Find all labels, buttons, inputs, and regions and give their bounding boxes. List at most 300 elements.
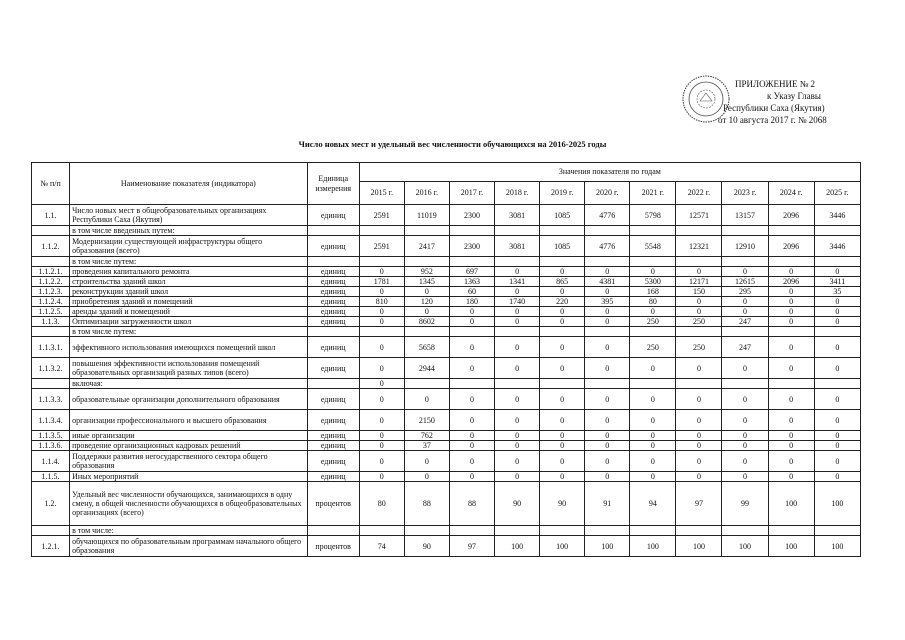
row-value: 247: [722, 317, 768, 327]
row-value: 247: [722, 337, 768, 358]
row-unit: единиц: [307, 307, 359, 317]
row-value: 3081: [495, 236, 540, 257]
row-value: 0: [630, 358, 676, 379]
row-value: 88: [449, 482, 494, 526]
row-code: 1.1.3.1.: [32, 337, 70, 358]
row-value: 0: [495, 307, 540, 317]
row-code: 1.2.1.: [32, 536, 70, 557]
row-value: 88: [404, 482, 449, 526]
row-value: 8602: [404, 317, 449, 327]
row-unit: [307, 327, 359, 337]
row-value: 91: [585, 482, 630, 526]
row-value: [722, 526, 768, 536]
row-code: [32, 226, 70, 236]
row-value: 0: [722, 472, 768, 482]
row-value: 180: [449, 297, 494, 307]
table-row: [32, 526, 861, 536]
header-row-group: [32, 163, 861, 182]
row-value: [449, 327, 494, 337]
row-value: 0: [768, 441, 814, 451]
row-value: 0: [449, 410, 494, 431]
table-row: [32, 257, 861, 267]
row-code: 1.1.2.1.: [32, 267, 70, 277]
row-value: [540, 526, 585, 536]
row-value: 5658: [404, 337, 449, 358]
row-value: [630, 379, 676, 389]
row-value: 2096: [768, 236, 814, 257]
row-value: [495, 257, 540, 267]
row-value: [404, 526, 449, 536]
row-unit: единиц: [307, 236, 359, 257]
row-value: 0: [768, 267, 814, 277]
row-value: 0: [722, 358, 768, 379]
row-unit: единиц: [307, 389, 359, 410]
row-value: 5300: [630, 277, 676, 287]
row-value: 0: [768, 358, 814, 379]
row-value: 0: [722, 441, 768, 451]
row-value: 2096: [768, 277, 814, 287]
row-value: 74: [359, 536, 404, 557]
row-unit: единиц: [307, 472, 359, 482]
header-year: 2017 г.: [449, 182, 494, 205]
row-value: [768, 257, 814, 267]
row-value: 250: [676, 337, 722, 358]
row-value: [404, 226, 449, 236]
table-row: [32, 410, 861, 431]
row-value: 4381: [585, 277, 630, 287]
row-value: 0: [495, 358, 540, 379]
row-value: 0: [814, 267, 860, 277]
row-value: 220: [540, 297, 585, 307]
row-value: 100: [540, 536, 585, 557]
row-unit: [307, 257, 359, 267]
row-value: [676, 257, 722, 267]
row-value: 0: [768, 451, 814, 472]
row-unit: единиц: [307, 277, 359, 287]
row-value: 0: [449, 389, 494, 410]
row-value: 37: [404, 441, 449, 451]
row-unit: единиц: [307, 337, 359, 358]
row-value: 0: [359, 267, 404, 277]
row-value: 0: [768, 297, 814, 307]
row-value: 4776: [585, 236, 630, 257]
table-row: [32, 451, 861, 472]
row-value: [495, 379, 540, 389]
row-value: 0: [814, 307, 860, 317]
row-value: 100: [585, 536, 630, 557]
row-value: 0: [585, 267, 630, 277]
row-value: 90: [540, 482, 585, 526]
row-value: 1085: [540, 205, 585, 226]
row-value: [585, 526, 630, 536]
row-code: 1.1.3.6.: [32, 441, 70, 451]
row-value: [814, 327, 860, 337]
row-value: 0: [540, 431, 585, 441]
row-value: 0: [540, 307, 585, 317]
row-value: [585, 257, 630, 267]
row-code: 1.1.4.: [32, 451, 70, 472]
row-name: организации профессионального и высшего образования: [70, 410, 308, 431]
row-name: в том числе путем:: [70, 327, 308, 337]
row-code: 1.2.: [32, 482, 70, 526]
row-code: [32, 526, 70, 536]
row-value: [449, 257, 494, 267]
row-value: 0: [630, 389, 676, 410]
row-name: в том числе путем:: [70, 257, 308, 267]
row-value: 0: [540, 410, 585, 431]
row-value: 0: [449, 451, 494, 472]
row-value: [768, 379, 814, 389]
appendix-header: [718, 78, 900, 126]
row-name: образовательные организации дополнительного образования: [70, 389, 308, 410]
table-row: [32, 277, 861, 287]
row-value: [540, 257, 585, 267]
row-value: 3081: [495, 205, 540, 226]
row-value: [540, 226, 585, 236]
row-value: [359, 327, 404, 337]
table-row: [32, 389, 861, 410]
row-value: 0: [676, 389, 722, 410]
row-value: [676, 226, 722, 236]
row-value: 0: [495, 287, 540, 297]
row-value: [630, 526, 676, 536]
header-year: 2022 г.: [676, 182, 722, 205]
table-row: [32, 307, 861, 317]
row-value: 97: [676, 482, 722, 526]
row-value: 2096: [768, 205, 814, 226]
row-value: 0: [585, 451, 630, 472]
row-name: строительства зданий школ: [70, 277, 308, 287]
row-value: 0: [585, 389, 630, 410]
header-year: 2016 г.: [404, 182, 449, 205]
row-value: 0: [359, 379, 404, 389]
row-value: 2300: [449, 236, 494, 257]
row-value: 94: [630, 482, 676, 526]
row-value: 250: [630, 317, 676, 327]
header-year: 2015 г.: [359, 182, 404, 205]
row-code: [32, 327, 70, 337]
row-value: 3446: [814, 236, 860, 257]
row-value: [630, 327, 676, 337]
row-value: 0: [814, 297, 860, 307]
row-value: 0: [585, 431, 630, 441]
row-value: [359, 526, 404, 536]
row-value: 0: [722, 389, 768, 410]
row-value: 395: [585, 297, 630, 307]
row-value: 0: [585, 358, 630, 379]
row-value: [814, 226, 860, 236]
row-value: 2591: [359, 205, 404, 226]
row-name: эффективного использования имеющихся помещений школ: [70, 337, 308, 358]
table-body: [32, 205, 861, 557]
row-value: 12571: [676, 205, 722, 226]
row-value: [359, 257, 404, 267]
row-value: 2150: [404, 410, 449, 431]
header-years-group: Значения показателя по годам: [359, 163, 860, 182]
row-value: 100: [814, 482, 860, 526]
row-value: 12910: [722, 236, 768, 257]
row-value: 0: [630, 410, 676, 431]
row-value: 0: [540, 441, 585, 451]
row-value: 80: [630, 297, 676, 307]
row-value: 0: [359, 389, 404, 410]
row-value: 97: [449, 536, 494, 557]
row-value: 0: [676, 410, 722, 431]
row-value: 2417: [404, 236, 449, 257]
row-value: 0: [768, 431, 814, 441]
row-value: 0: [585, 317, 630, 327]
appendix-line: от 10 августа 2017 г. № 2068: [718, 115, 827, 125]
row-code: 1.1.2.: [32, 236, 70, 257]
row-value: 0: [722, 297, 768, 307]
row-unit: единиц: [307, 410, 359, 431]
table-row: [32, 482, 861, 526]
appendix-line: ПРИЛОЖЕНИЕ № 2: [735, 79, 816, 89]
header-year: 2018 г.: [495, 182, 540, 205]
row-unit: процентов: [307, 482, 359, 526]
table-row: [32, 431, 861, 441]
row-value: 0: [630, 472, 676, 482]
row-value: 0: [404, 472, 449, 482]
row-name: проведения капитального ремонта: [70, 267, 308, 277]
row-value: 0: [630, 441, 676, 451]
table-row: [32, 358, 861, 379]
row-code: 1.1.: [32, 205, 70, 226]
row-value: 0: [676, 307, 722, 317]
row-name: проведение организационных кадровых решений: [70, 441, 308, 451]
row-code: 1.1.2.2.: [32, 277, 70, 287]
row-value: 90: [404, 536, 449, 557]
row-value: 1085: [540, 236, 585, 257]
row-value: 0: [540, 451, 585, 472]
header-name: Наименование показателя (индикатора): [70, 163, 308, 205]
row-value: 0: [814, 410, 860, 431]
row-value: 0: [404, 389, 449, 410]
row-value: 0: [814, 317, 860, 327]
row-value: 120: [404, 297, 449, 307]
header-num: № п/п: [32, 163, 70, 205]
row-value: 100: [495, 536, 540, 557]
row-value: 0: [814, 472, 860, 482]
row-value: 3446: [814, 205, 860, 226]
row-value: 0: [495, 410, 540, 431]
row-value: 0: [495, 337, 540, 358]
row-value: 0: [540, 267, 585, 277]
row-code: 1.1.2.3.: [32, 287, 70, 297]
row-name: включая:: [70, 379, 308, 389]
row-value: 0: [540, 317, 585, 327]
row-value: 4776: [585, 205, 630, 226]
row-name: реконструкции зданий школ: [70, 287, 308, 297]
row-code: 1.1.2.4.: [32, 297, 70, 307]
row-value: 250: [630, 337, 676, 358]
row-value: 0: [359, 358, 404, 379]
row-value: 2944: [404, 358, 449, 379]
row-value: 0: [449, 307, 494, 317]
row-code: 1.1.3.2.: [32, 358, 70, 379]
row-value: [585, 226, 630, 236]
table-row: [32, 297, 861, 307]
row-value: 0: [540, 358, 585, 379]
row-value: 250: [676, 317, 722, 327]
row-value: [449, 526, 494, 536]
row-value: 0: [359, 431, 404, 441]
row-value: 11019: [404, 205, 449, 226]
row-value: 12615: [722, 277, 768, 287]
row-value: 0: [768, 317, 814, 327]
row-value: 0: [359, 337, 404, 358]
row-value: 865: [540, 277, 585, 287]
row-unit: единиц: [307, 317, 359, 327]
row-name: аренды зданий и помещений: [70, 307, 308, 317]
row-value: 1740: [495, 297, 540, 307]
row-value: [449, 226, 494, 236]
row-unit: единиц: [307, 287, 359, 297]
row-code: 1.1.3.4.: [32, 410, 70, 431]
row-value: 0: [768, 307, 814, 317]
row-value: [676, 526, 722, 536]
row-value: 697: [449, 267, 494, 277]
row-unit: единиц: [307, 297, 359, 307]
row-value: 0: [359, 307, 404, 317]
row-name: приобретения зданий и помещений: [70, 297, 308, 307]
table-row: [32, 337, 861, 358]
row-value: 0: [585, 441, 630, 451]
row-value: [449, 379, 494, 389]
row-unit: единиц: [307, 441, 359, 451]
row-value: [540, 327, 585, 337]
row-unit: единиц: [307, 358, 359, 379]
row-name: в том числе введенных путем:: [70, 226, 308, 236]
row-value: 0: [540, 337, 585, 358]
row-value: [676, 379, 722, 389]
row-value: 0: [359, 441, 404, 451]
row-value: 100: [676, 536, 722, 557]
row-name: Удельный вес численности обучающихся, занимающихся в одну смену, в общей численности обучающихся в общеобразовательных организациях (всего): [70, 482, 308, 526]
row-code: 1.1.3.5.: [32, 431, 70, 441]
row-value: 0: [676, 472, 722, 482]
row-unit: [307, 226, 359, 236]
row-unit: [307, 379, 359, 389]
row-value: 80: [359, 482, 404, 526]
table-row: [32, 317, 861, 327]
row-value: [585, 379, 630, 389]
row-code: 1.1.3.3.: [32, 389, 70, 410]
header-unit: Единица измерения: [307, 163, 359, 205]
row-value: [495, 526, 540, 536]
row-value: 1345: [404, 277, 449, 287]
row-unit: единиц: [307, 205, 359, 226]
row-value: 0: [404, 451, 449, 472]
header-year: 2021 г.: [630, 182, 676, 205]
row-value: [722, 379, 768, 389]
row-code: [32, 257, 70, 267]
row-value: 0: [404, 287, 449, 297]
row-value: 100: [768, 482, 814, 526]
row-value: [359, 226, 404, 236]
row-value: 0: [630, 431, 676, 441]
row-value: 0: [495, 441, 540, 451]
header-year: 2024 г.: [768, 182, 814, 205]
row-value: [585, 327, 630, 337]
row-value: 1781: [359, 277, 404, 287]
row-value: 0: [768, 410, 814, 431]
row-value: 12171: [676, 277, 722, 287]
row-value: 90: [495, 482, 540, 526]
row-value: 1363: [449, 277, 494, 287]
row-unit: процентов: [307, 536, 359, 557]
row-value: 0: [540, 389, 585, 410]
row-value: 0: [449, 337, 494, 358]
row-value: 0: [495, 472, 540, 482]
row-value: 0: [495, 317, 540, 327]
row-value: 0: [495, 389, 540, 410]
row-name: Иных мероприятий: [70, 472, 308, 482]
row-value: [404, 379, 449, 389]
row-value: [768, 226, 814, 236]
row-value: 150: [676, 287, 722, 297]
row-value: 0: [768, 287, 814, 297]
document-title: Число новых мест и удельный вес численности обучающихся на 2016-2025 годы: [298, 139, 607, 149]
row-value: 1341: [495, 277, 540, 287]
row-code: 1.1.5.: [32, 472, 70, 482]
row-unit: единиц: [307, 451, 359, 472]
header-year: 2023 г.: [722, 182, 768, 205]
row-value: 0: [449, 431, 494, 441]
row-value: 100: [722, 536, 768, 557]
row-value: [768, 327, 814, 337]
row-value: 0: [814, 441, 860, 451]
row-value: 0: [495, 451, 540, 472]
row-value: 0: [359, 410, 404, 431]
row-value: 35: [814, 287, 860, 297]
row-value: [676, 327, 722, 337]
row-code: [32, 379, 70, 389]
row-value: 0: [449, 358, 494, 379]
row-value: [768, 526, 814, 536]
appendix-line: к Указу Главы: [767, 91, 821, 101]
row-value: 0: [676, 358, 722, 379]
row-value: 0: [814, 358, 860, 379]
row-value: 100: [768, 536, 814, 557]
appendix-line: Республики Саха (Якутия): [723, 103, 825, 113]
row-value: [540, 379, 585, 389]
row-value: [495, 226, 540, 236]
row-value: 3411: [814, 277, 860, 287]
row-value: 0: [722, 451, 768, 472]
row-value: 0: [585, 307, 630, 317]
row-unit: [307, 526, 359, 536]
row-value: 0: [676, 451, 722, 472]
row-value: [630, 226, 676, 236]
row-value: 0: [722, 410, 768, 431]
row-value: 0: [814, 431, 860, 441]
row-value: 0: [814, 389, 860, 410]
row-value: 0: [359, 287, 404, 297]
row-value: [814, 526, 860, 536]
row-value: 0: [676, 297, 722, 307]
row-value: 0: [449, 441, 494, 451]
row-value: 5548: [630, 236, 676, 257]
row-value: 0: [768, 389, 814, 410]
row-value: 0: [630, 451, 676, 472]
row-value: 0: [359, 472, 404, 482]
header-year: 2020 г.: [585, 182, 630, 205]
row-value: [495, 327, 540, 337]
row-value: 0: [359, 451, 404, 472]
row-value: 0: [404, 307, 449, 317]
row-code: 1.1.2.5.: [32, 307, 70, 317]
